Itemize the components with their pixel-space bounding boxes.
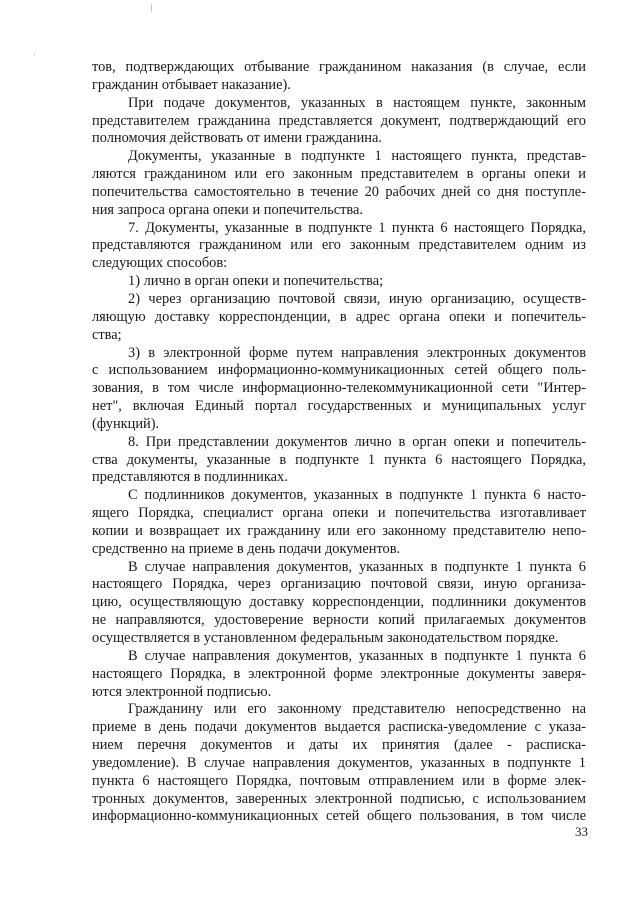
text-line: зования, в том числе информационно-телекоммуникационной сети "Интер- xyxy=(92,380,586,397)
text-line: ства; xyxy=(92,326,122,343)
text-line: представляются гражданином или его законным представителем одним из xyxy=(92,237,586,254)
text-line: нет", включая Единый портал государственных и муниципальных услуг xyxy=(92,398,586,415)
text-line: ства документы, указанные в подпункте 1 пункта 6 настоящего Порядка, xyxy=(92,451,586,468)
text-line: средственно на приеме в день подачи документов. xyxy=(92,540,401,557)
page-number: 33 xyxy=(575,824,588,839)
text-line: пункта 6 настоящего Порядка, почтовым отправлением или в форме элек- xyxy=(92,772,586,789)
text-line: настоящего Порядка, в электронной форме электронные документы заверя- xyxy=(92,665,586,682)
text-line: следующих способов: xyxy=(92,255,228,272)
text-line: тов, подтверждающих отбывание гражданином наказания (в случае, если xyxy=(92,59,586,75)
text-line: (функций). xyxy=(92,415,160,432)
text-line: цию, осуществляющую доставку корреспонденции, подлинники документов xyxy=(92,594,586,611)
text-line: осуществляется в установленном федеральным законодательством порядке. xyxy=(92,630,559,646)
text-line: 1) лично в орган опеки и попечительства; xyxy=(128,273,384,290)
text-line: 7. Документы, указанные в подпункте 1 пункта 6 настоящего Порядка, xyxy=(128,219,586,236)
text-line: ляются гражданином или его законным представителем в органы опеки и xyxy=(92,166,586,183)
scan-artifact xyxy=(151,4,152,12)
text-line: приеме в день подачи документов выдается расписка-уведомление с указа- xyxy=(92,719,586,736)
text-line: не направляются, удостоверение верности копий прилагаемых документов xyxy=(92,612,586,629)
text-line: В случае направления документов, указанных в подпункте 1 пункта 6 xyxy=(128,647,586,664)
text-line: 8. При представлении документов лично в орган опеки и попечитель- xyxy=(128,433,586,450)
text-line: Гражданину или его законному представителю непосредственно на xyxy=(128,701,586,718)
text-line: попечительства самостоятельно в течение 20 рабочих дней со дня поступле- xyxy=(92,183,586,200)
text-line: уведомление). В случае направления документов, указанных в подпункте 1 xyxy=(92,754,586,771)
text-line: ются электронной подписью. xyxy=(92,683,272,700)
text-line: полномочия действовать от имени гражданина. xyxy=(92,130,382,147)
text-line: представляются в подлинниках. xyxy=(92,469,288,486)
text-line: настоящего Порядка, через организацию почтовой связи, иную организа- xyxy=(92,576,586,593)
text-line: ящего Порядка, специалист органа опеки и попечительства изготавливает xyxy=(92,505,586,522)
text-line: тронных документов, заверенных электронной подписью, с использованием xyxy=(92,790,586,807)
text-line: ния запроса органа опеки и попечительства. xyxy=(92,201,363,218)
text-line: гражданин отбывает наказание). xyxy=(92,76,291,93)
text-line: С подлинников документов, указанных в подпункте 1 пункта 6 насто- xyxy=(128,487,586,504)
text-line: 2) через организацию почтовой связи, иную организацию, осуществ- xyxy=(128,290,586,307)
text-line: 3) в электронной форме путем направления электронных документов xyxy=(128,344,586,361)
text-line: с использованием информационно-коммуникационных сетей общего поль- xyxy=(92,362,586,379)
text-line: Документы, указанные в подпункте 1 настоящего пункта, представ- xyxy=(128,148,586,165)
text-line: нием перечня документов и даты их принятия (далее - расписка- xyxy=(92,737,586,754)
text-line: При подаче документов, указанных в настоящем пункте, законным xyxy=(128,94,586,111)
text-line: информационно-коммуникационных сетей общего пользования, в том числе xyxy=(92,808,586,825)
text-line: В случае направления документов, указанных в подпункте 1 пункта 6 xyxy=(128,558,586,575)
scan-artifact xyxy=(34,53,35,56)
document-body-text xyxy=(92,59,586,826)
text-line: копии и возвращает их гражданину или его законному представителю непо- xyxy=(92,522,586,539)
text-line: представителем гражданина представляется документ, подтверждающий его xyxy=(92,112,586,129)
text-line: ляющую доставку корреспонденции, в адрес органа опеки и попечитель- xyxy=(92,308,586,325)
